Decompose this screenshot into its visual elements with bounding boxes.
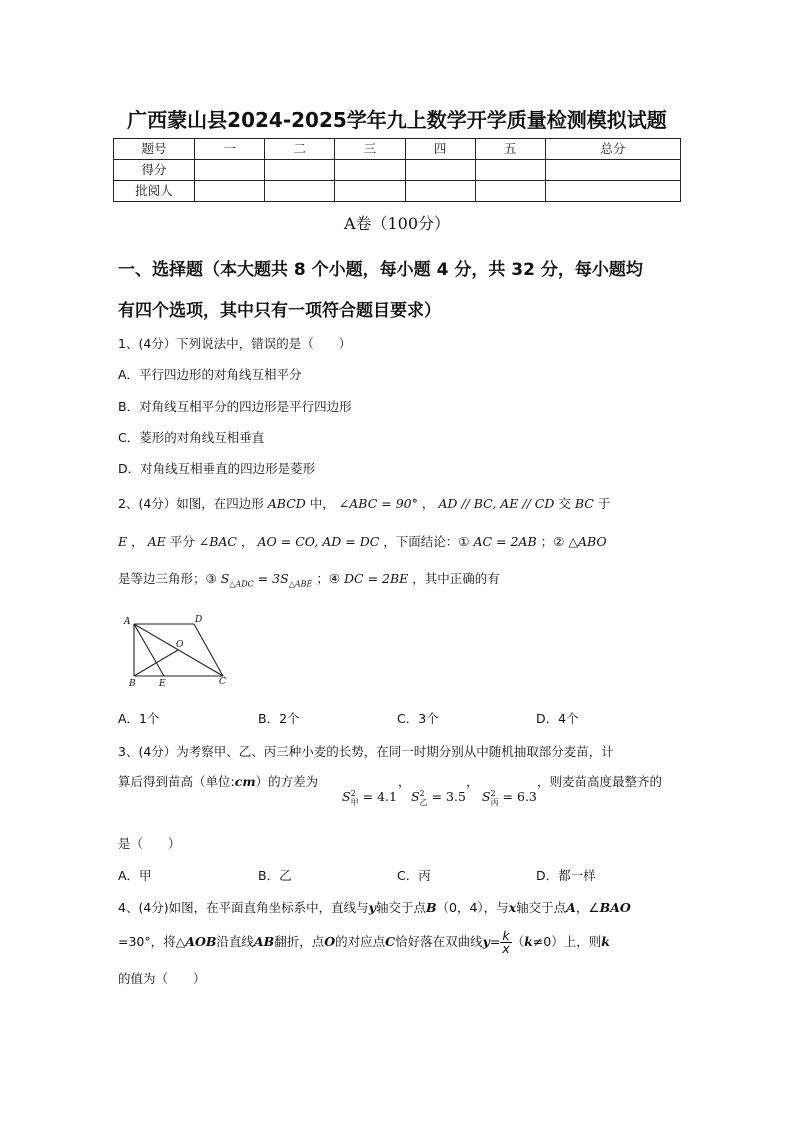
math-subscript: 乙 — [419, 797, 428, 807]
section-heading-line-1: 一、选择题（本大题共 8 个小题，每小题 4 分，共 32 分，每小题均 — [118, 260, 643, 280]
q2-option-b: B．2个 — [258, 711, 300, 726]
math-value: = 4.1 — [358, 789, 397, 805]
q3-comma-1: ， — [398, 774, 411, 789]
math: A — [566, 900, 576, 915]
text: ；② — [540, 534, 565, 549]
math: ∠BAC — [198, 534, 238, 549]
var-bing — [481, 789, 537, 807]
q2-line-3 — [118, 569, 500, 589]
text: 恰好落在双曲线 — [395, 934, 483, 949]
math: y — [368, 900, 376, 915]
edge-dc — [194, 624, 223, 676]
math: O — [324, 934, 336, 949]
math: C — [385, 934, 396, 949]
q1-option-d: D．对角线互相垂直的四边形是菱形 — [118, 461, 316, 476]
text: =30°，将△ — [118, 934, 186, 949]
table-cell — [405, 181, 475, 202]
q3-line-3: 是（ ） — [118, 836, 181, 851]
math: x — [508, 900, 517, 915]
math-subscript: 丙 — [490, 797, 499, 807]
q1-option-b: B．对角线互相平分的四边形是平行四边形 — [118, 399, 352, 414]
table-cell: 得分 — [114, 160, 195, 181]
math: k — [601, 934, 610, 949]
label-e: E — [159, 679, 166, 689]
q2-option-d: D．4个 — [536, 711, 579, 726]
math-subscript: △ABE — [288, 579, 313, 589]
text: 轴交于点 — [375, 900, 426, 915]
math: B — [425, 900, 437, 915]
text: ， — [131, 534, 144, 549]
text: 的对应点 — [335, 934, 386, 949]
text: （ — [511, 934, 525, 949]
math: k — [524, 934, 533, 949]
text: ，∠ — [575, 900, 600, 915]
table-cell: 题号 — [114, 139, 195, 160]
q2-option-a: A．1个 — [118, 711, 160, 726]
math: AO = CO, AD = DC — [257, 534, 380, 549]
math: cm — [234, 774, 256, 789]
fraction-numerator: k — [502, 928, 510, 943]
q2-line-2 — [118, 532, 607, 550]
part-a-heading: A卷（100分） — [343, 214, 451, 233]
table-cell: 四 — [405, 139, 475, 160]
math: S — [481, 789, 491, 805]
var-yi — [410, 789, 466, 807]
math: BC — [574, 496, 594, 511]
exam-title: 广西蒙山县2024-2025学年九上数学开学质量检测模拟试题 — [127, 108, 667, 132]
section-heading-line-2: 有四个选项，其中只有一项符合题目要求） — [118, 301, 441, 321]
q3-line-1: 3、(4分）为考察甲、乙、丙三种小麦的长势，在同一时期分别从中随机抽取部分麦苗，计 — [118, 744, 614, 759]
text: = — [489, 934, 501, 949]
q3-option-c: C．丙 — [397, 868, 431, 883]
math: DC = 2BE — [344, 571, 409, 586]
math: AB — [253, 934, 275, 949]
math: S — [342, 789, 351, 805]
text: ≠0）上，则 — [532, 934, 602, 949]
segment-bo — [134, 650, 178, 676]
table-cell — [265, 181, 335, 202]
text: ，下面结论：① — [383, 534, 470, 549]
q3-line-2 — [118, 772, 318, 790]
table-cell: 三 — [335, 139, 405, 160]
table-cell: 一 — [195, 139, 265, 160]
q2-option-c: C．3个 — [397, 711, 439, 726]
math-superscript: 2 — [419, 789, 425, 798]
score-table — [113, 138, 681, 202]
table-cell — [405, 160, 475, 181]
label-o: O — [176, 640, 184, 650]
math: AE — [147, 534, 166, 549]
fraction-k-over-x — [500, 930, 511, 955]
table-cell — [545, 181, 680, 202]
var-jia — [342, 789, 397, 807]
math-value: = 3.5 — [427, 789, 466, 805]
q3-comma-2: ， — [466, 774, 479, 789]
math-superscript: 2 — [490, 789, 496, 798]
text: 交 — [558, 496, 571, 511]
q2-line-1 — [118, 494, 610, 512]
table-cell: 二 — [265, 139, 335, 160]
math: = 3S — [253, 571, 289, 586]
math: y — [482, 934, 490, 949]
text: ）的方差为 — [255, 774, 319, 789]
label-d: D — [195, 615, 203, 625]
q3-option-b: B．乙 — [258, 868, 292, 883]
table-cell — [335, 160, 405, 181]
text: （0，4），与 — [436, 900, 509, 915]
math: AC = 2AB — [473, 534, 537, 549]
table-cell — [335, 181, 405, 202]
table-cell — [475, 181, 545, 202]
q1-option-c: C．菱形的对角线互相垂直 — [118, 430, 265, 445]
math: S — [410, 789, 420, 805]
text: ， — [241, 534, 254, 549]
math-subscript: 甲 — [350, 797, 359, 807]
label-b: B — [129, 679, 136, 689]
math: S — [220, 571, 230, 586]
math-subscript: △ADC — [229, 579, 254, 589]
math: △ABO — [568, 534, 607, 549]
text: ；④ — [316, 571, 341, 586]
text: 于 — [597, 496, 611, 511]
table-row — [114, 160, 681, 181]
table-cell — [195, 160, 265, 181]
table-cell — [545, 160, 680, 181]
q3-option-d: D．都一样 — [536, 868, 596, 883]
table-cell: 批阅人 — [114, 181, 195, 202]
q3-option-a: A．甲 — [118, 868, 152, 883]
q1-option-a: A．平行四边形的对角线互相平分 — [118, 367, 302, 382]
text: 翻折，点 — [274, 934, 325, 949]
text: ， — [421, 496, 435, 511]
text: 轴交于点 — [516, 900, 567, 915]
math-value: = 6.3 — [498, 789, 537, 805]
table-row — [114, 139, 681, 160]
q3-line-2-end: ，则麦苗高度最整齐的 — [537, 774, 663, 789]
q1-stem: 1、(4分）下列说法中，错误的是（ ） — [118, 336, 352, 351]
text: 算后得到苗高（单位: — [118, 774, 235, 789]
table-cell: 五 — [475, 139, 545, 160]
math: BAO — [599, 900, 631, 915]
fraction-denominator: x — [502, 941, 510, 956]
math: AOB — [185, 934, 217, 949]
q4-line-2 — [118, 930, 610, 955]
math-superscript: 2 — [350, 789, 356, 798]
text: 4、(4分)如图，在平面直角坐标系中，直线与 — [118, 900, 369, 915]
table-cell — [265, 160, 335, 181]
label-a: A — [124, 617, 131, 627]
math: ∠ABC = 90° — [338, 496, 418, 511]
math: AD // BC, AE // CD — [438, 496, 555, 511]
table-cell — [195, 181, 265, 202]
math: ABCD — [267, 496, 306, 511]
math: E — [118, 534, 128, 549]
label-c: C — [219, 677, 226, 687]
segment-ae — [134, 624, 164, 676]
text: 是等边三角形；③ — [118, 571, 217, 586]
text: ，其中正确的有 — [412, 571, 500, 586]
q4-line-3: 的值为（ ） — [118, 971, 206, 986]
table-cell: 总分 — [545, 139, 680, 160]
text: 中， — [309, 496, 335, 511]
q4-line-1 — [118, 898, 631, 916]
table-cell — [475, 160, 545, 181]
text: 2、(4分）如图，在四边形 — [118, 496, 264, 511]
q2-figure — [118, 612, 238, 692]
table-row — [114, 181, 681, 202]
text: 平分 — [169, 534, 195, 549]
q3-variance-values — [342, 789, 537, 808]
text: 沿直线 — [216, 934, 254, 949]
